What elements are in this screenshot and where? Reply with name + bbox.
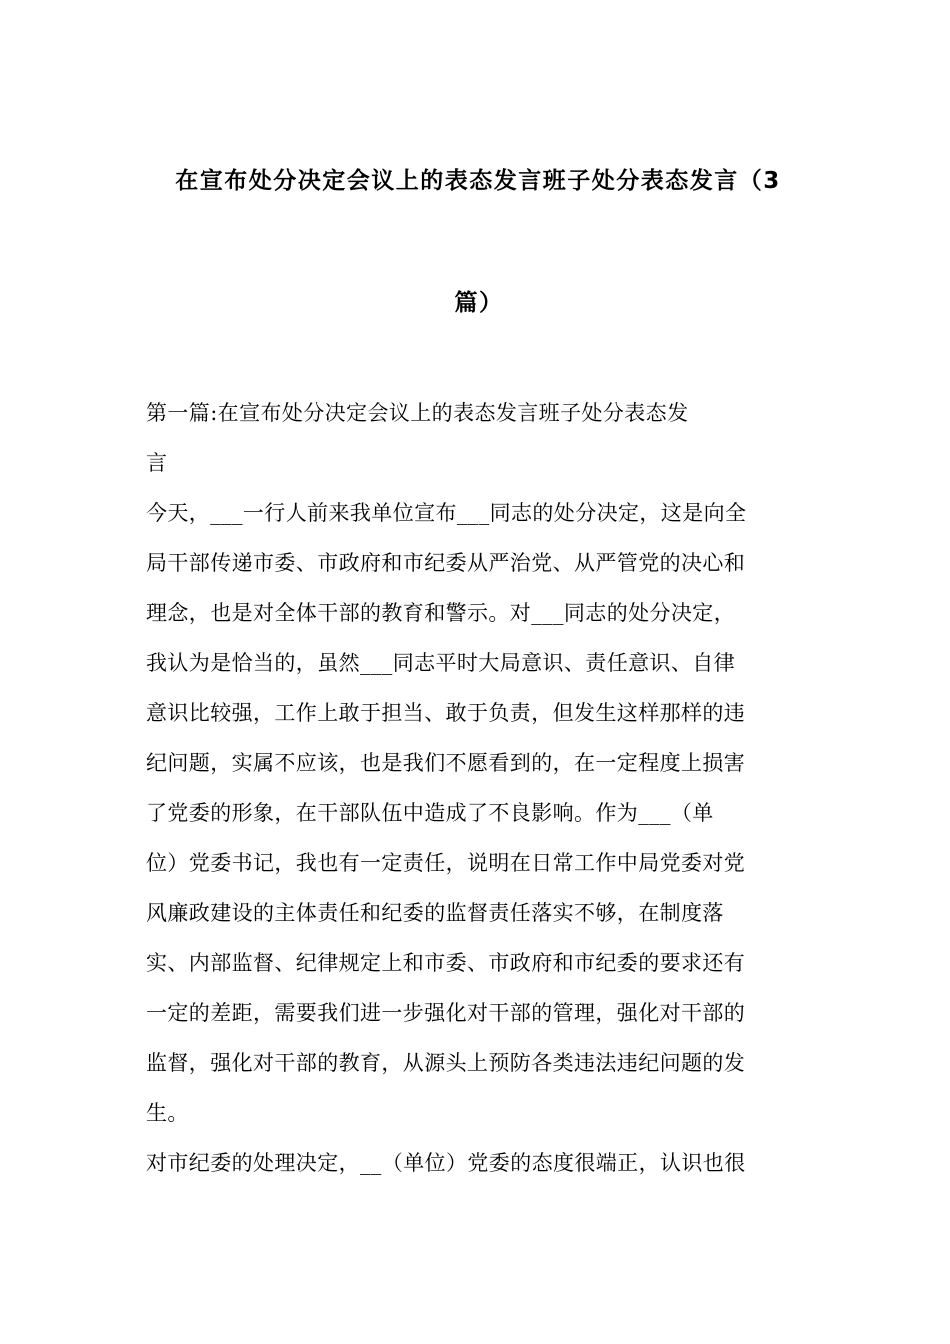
body-line-8: 位）党委书记，我也有一定责任，说明在日常工作中局党委对党 [146, 851, 746, 875]
document-body [146, 398, 786, 1198]
document-title-line-2: 篇） [454, 290, 504, 316]
body-line-10: 实、内部监督、纪律规定上和市委、市政府和市纪委的要求还有 [146, 951, 746, 975]
body-line-2: 局干部传递市委、市政府和市纪委从严治党、从严管党的决心和 [146, 551, 746, 575]
body-line-7: 了党委的形象，在干部队伍中造成了不良影响。作为___（单 [146, 801, 714, 825]
body-line-12: 监督，强化对干部的教育，从源头上预防各类违法违纪问题的发 [146, 1051, 746, 1075]
body-line-11: 一定的差距，需要我们进一步强化对干部的管理，强化对干部的 [146, 1001, 746, 1025]
section-heading-line-1: 第一篇:在宣布处分决定会议上的表态发言班子处分表态发 [146, 401, 689, 425]
body-line-1: 今天，___一行人前来我单位宣布___同志的处分决定，这是向全 [146, 501, 747, 525]
body-line-14: 对市纪委的处理决定，__（单位）党委的态度很端正，认识也很 [146, 1151, 746, 1175]
document-title-line-1: 在宣布处分决定会议上的表态发言班子处分表态发言（3 [175, 168, 781, 194]
body-line-9: 风廉政建设的主体责任和纪委的监督责任落实不够，在制度落 [146, 901, 724, 925]
body-line-13: 生。 [146, 1101, 189, 1125]
section-heading-line-2: 言 [146, 451, 168, 475]
body-line-3: 理念，也是对全体干部的教育和警示。对___同志的处分决定， [146, 601, 736, 625]
body-line-4: 我认为是恰当的，虽然___同志平时大局意识、责任意识、自律 [146, 651, 736, 675]
body-line-5: 意识比较强，工作上敢于担当、敢于负责，但发生这样那样的违 [146, 701, 746, 725]
body-line-6: 纪问题，实属不应该，也是我们不愿看到的，在一定程度上损害 [146, 751, 746, 775]
